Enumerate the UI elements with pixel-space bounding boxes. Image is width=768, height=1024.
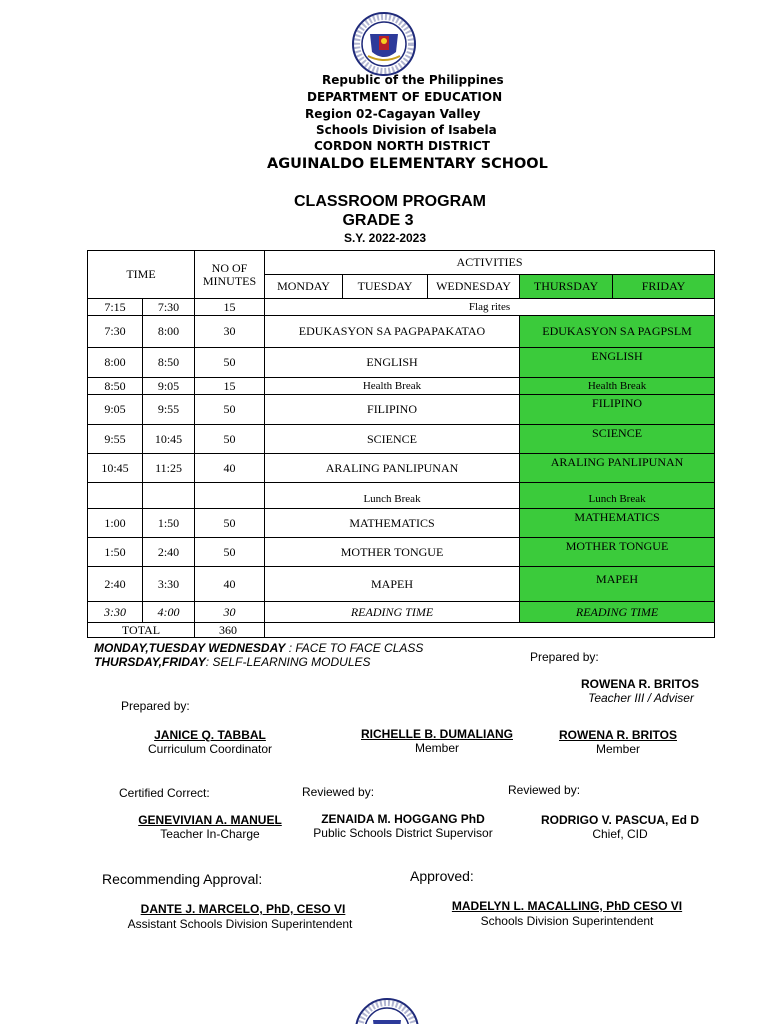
grade-title: GRADE 3 bbox=[342, 212, 414, 229]
activity-mtw: ARALING PANLIPUNAN bbox=[265, 454, 520, 483]
start-time: 3:30 bbox=[88, 602, 143, 623]
minutes: 40 bbox=[195, 567, 265, 602]
activity-thf: MOTHER TONGUE bbox=[520, 538, 715, 567]
asds-name: DANTE J. MARCELO, PhD, CESO VI bbox=[140, 902, 346, 916]
start-time: 8:50 bbox=[88, 378, 143, 395]
header-activities: ACTIVITIES bbox=[265, 251, 715, 275]
activity-mtw: ENGLISH bbox=[265, 348, 520, 378]
cid-name: RODRIGO V. PASCUA, Ed D bbox=[540, 813, 700, 827]
activity-thf: READING TIME bbox=[520, 602, 715, 623]
header-division: Schools Division of Isabela bbox=[316, 123, 497, 137]
reviewed1-label: Reviewed by: bbox=[302, 785, 375, 799]
end-time: 8:00 bbox=[143, 316, 195, 348]
end-time: 8:50 bbox=[143, 348, 195, 378]
minutes: 30 bbox=[195, 602, 265, 623]
table-row bbox=[88, 454, 715, 483]
table-row bbox=[88, 567, 715, 602]
coordinator-role: Curriculum Coordinator bbox=[147, 742, 273, 756]
total-label: TOTAL bbox=[88, 623, 195, 638]
sds-role: Schools Division Superintendent bbox=[480, 914, 654, 928]
end-time: 1:50 bbox=[143, 509, 195, 538]
minutes: 50 bbox=[195, 348, 265, 378]
start-time: 1:00 bbox=[88, 509, 143, 538]
table-row bbox=[88, 378, 715, 395]
table-row bbox=[88, 602, 715, 623]
activity-mtw: Health Break bbox=[265, 378, 520, 395]
day-thursday: THURSDAY bbox=[520, 275, 613, 299]
minutes: 50 bbox=[195, 425, 265, 454]
activity-mtw: Lunch Break bbox=[265, 483, 520, 509]
incharge-name: GENEVIVIAN A. MANUEL bbox=[138, 813, 282, 827]
day-friday: FRIDAY bbox=[613, 275, 715, 299]
note-modules bbox=[94, 655, 371, 669]
start-time: 7:15 bbox=[88, 299, 143, 316]
table-row bbox=[88, 348, 715, 378]
activity-thf: MATHEMATICS bbox=[520, 509, 715, 538]
activity-thf: EDUKASYON SA PAGPSLM bbox=[520, 316, 715, 348]
activity-mtw: MATHEMATICS bbox=[265, 509, 520, 538]
activity-thf: Health Break bbox=[520, 378, 715, 395]
school-year: S.Y. 2022-2023 bbox=[343, 231, 427, 245]
activity-mtw: MAPEH bbox=[265, 567, 520, 602]
minutes: 50 bbox=[195, 509, 265, 538]
start-time: 2:40 bbox=[88, 567, 143, 602]
asds-role: Assistant Schools Division Superintendent bbox=[127, 917, 353, 931]
total-value: 360 bbox=[195, 623, 265, 638]
activity-mtw: SCIENCE bbox=[265, 425, 520, 454]
school-name: AGUINALDO ELEMENTARY SCHOOL bbox=[267, 156, 548, 172]
table-row bbox=[88, 425, 715, 454]
minutes bbox=[195, 483, 265, 509]
total-empty bbox=[265, 623, 715, 638]
activity-mtw: FILIPINO bbox=[265, 395, 520, 425]
note-mtw-text: : FACE TO FACE CLASS bbox=[285, 641, 424, 655]
minutes: 15 bbox=[195, 299, 265, 316]
header-republic: Republic of the Philippines bbox=[322, 73, 504, 87]
table-row bbox=[88, 538, 715, 567]
schedule-table bbox=[87, 250, 715, 638]
end-time bbox=[143, 483, 195, 509]
activity-thf: ENGLISH bbox=[520, 348, 715, 378]
activity-mtw: EDUKASYON SA PAGPAPAKATAO bbox=[265, 316, 520, 348]
adviser-role: Teacher III / Adviser bbox=[588, 691, 694, 705]
table-row bbox=[88, 316, 715, 348]
total-row bbox=[88, 623, 715, 638]
end-time: 7:30 bbox=[143, 299, 195, 316]
incharge-role: Teacher In-Charge bbox=[160, 827, 260, 841]
activity-thf: Lunch Break bbox=[520, 483, 715, 509]
activity-thf: ARALING PANLIPUNAN bbox=[520, 454, 715, 483]
end-time: 11:25 bbox=[143, 454, 195, 483]
day-monday: MONDAY bbox=[265, 275, 343, 299]
table-row bbox=[88, 395, 715, 425]
start-time: 9:05 bbox=[88, 395, 143, 425]
header-minutes: NO OF MINUTES bbox=[195, 251, 265, 299]
activity-thf: SCIENCE bbox=[520, 425, 715, 454]
start-time: 7:30 bbox=[88, 316, 143, 348]
adviser-prepared-label: Prepared by: bbox=[530, 650, 599, 664]
minutes: 50 bbox=[195, 538, 265, 567]
start-time: 1:50 bbox=[88, 538, 143, 567]
reviewed2-label: Reviewed by: bbox=[508, 783, 581, 797]
deped-seal-logo bbox=[352, 12, 416, 76]
activity-mtw: MOTHER TONGUE bbox=[265, 538, 520, 567]
sds-name: MADELYN L. MACALLING, PhD CESO VI bbox=[451, 899, 683, 913]
psds-role: Public Schools District Supervisor bbox=[313, 826, 493, 840]
note-thf-text: : SELF-LEARNING MODULES bbox=[205, 655, 371, 669]
end-time: 4:00 bbox=[143, 602, 195, 623]
member1-name: RICHELLE B. DUMALIANG bbox=[361, 727, 513, 741]
program-title: CLASSROOM PROGRAM bbox=[294, 193, 486, 210]
prepared-label: Prepared by: bbox=[121, 699, 190, 713]
activity-all-days: Flag rites bbox=[265, 299, 715, 316]
activity-thf: FILIPINO bbox=[520, 395, 715, 425]
start-time bbox=[88, 483, 143, 509]
end-time: 9:05 bbox=[143, 378, 195, 395]
day-wednesday: WEDNESDAY bbox=[428, 275, 520, 299]
approved-label: Approved: bbox=[410, 868, 474, 884]
start-time: 10:45 bbox=[88, 454, 143, 483]
activity-mtw: READING TIME bbox=[265, 602, 520, 623]
adviser-name: ROWENA R. BRITOS bbox=[580, 677, 700, 691]
table-row bbox=[88, 299, 715, 316]
psds-name: ZENAIDA M. HOGGANG PhD bbox=[321, 812, 485, 826]
header-region: Region 02-Cagayan Valley bbox=[305, 107, 481, 121]
table-row bbox=[88, 509, 715, 538]
coordinator-name: JANICE Q. TABBAL bbox=[154, 728, 266, 742]
minutes: 15 bbox=[195, 378, 265, 395]
member2-name: ROWENA R. BRITOS bbox=[558, 728, 678, 742]
note-mtw-days: MONDAY,TUESDAY WEDNESDAY bbox=[94, 641, 286, 655]
start-time: 8:00 bbox=[88, 348, 143, 378]
minutes: 50 bbox=[195, 395, 265, 425]
note-thf-days: THURSDAY,FRIDAY bbox=[94, 655, 206, 669]
header-district: CORDON NORTH DISTRICT bbox=[314, 139, 490, 153]
cid-role: Chief, CID bbox=[592, 827, 648, 841]
end-time: 3:30 bbox=[143, 567, 195, 602]
start-time: 9:55 bbox=[88, 425, 143, 454]
table-row bbox=[88, 483, 715, 509]
activity-thf: MAPEH bbox=[520, 567, 715, 602]
minutes: 40 bbox=[195, 454, 265, 483]
minutes: 30 bbox=[195, 316, 265, 348]
recommending-label: Recommending Approval: bbox=[102, 871, 263, 887]
day-tuesday: TUESDAY bbox=[343, 275, 428, 299]
end-time: 9:55 bbox=[143, 395, 195, 425]
header-department: DEPARTMENT OF EDUCATION bbox=[307, 90, 503, 104]
note-face-to-face bbox=[94, 641, 423, 655]
end-time: 2:40 bbox=[143, 538, 195, 567]
end-time: 10:45 bbox=[143, 425, 195, 454]
certified-label: Certified Correct: bbox=[119, 786, 210, 800]
member1-role: Member bbox=[414, 741, 460, 755]
header-time: TIME bbox=[88, 251, 195, 299]
deped-seal-logo-bottom bbox=[355, 998, 419, 1024]
member2-role: Member bbox=[595, 742, 641, 756]
